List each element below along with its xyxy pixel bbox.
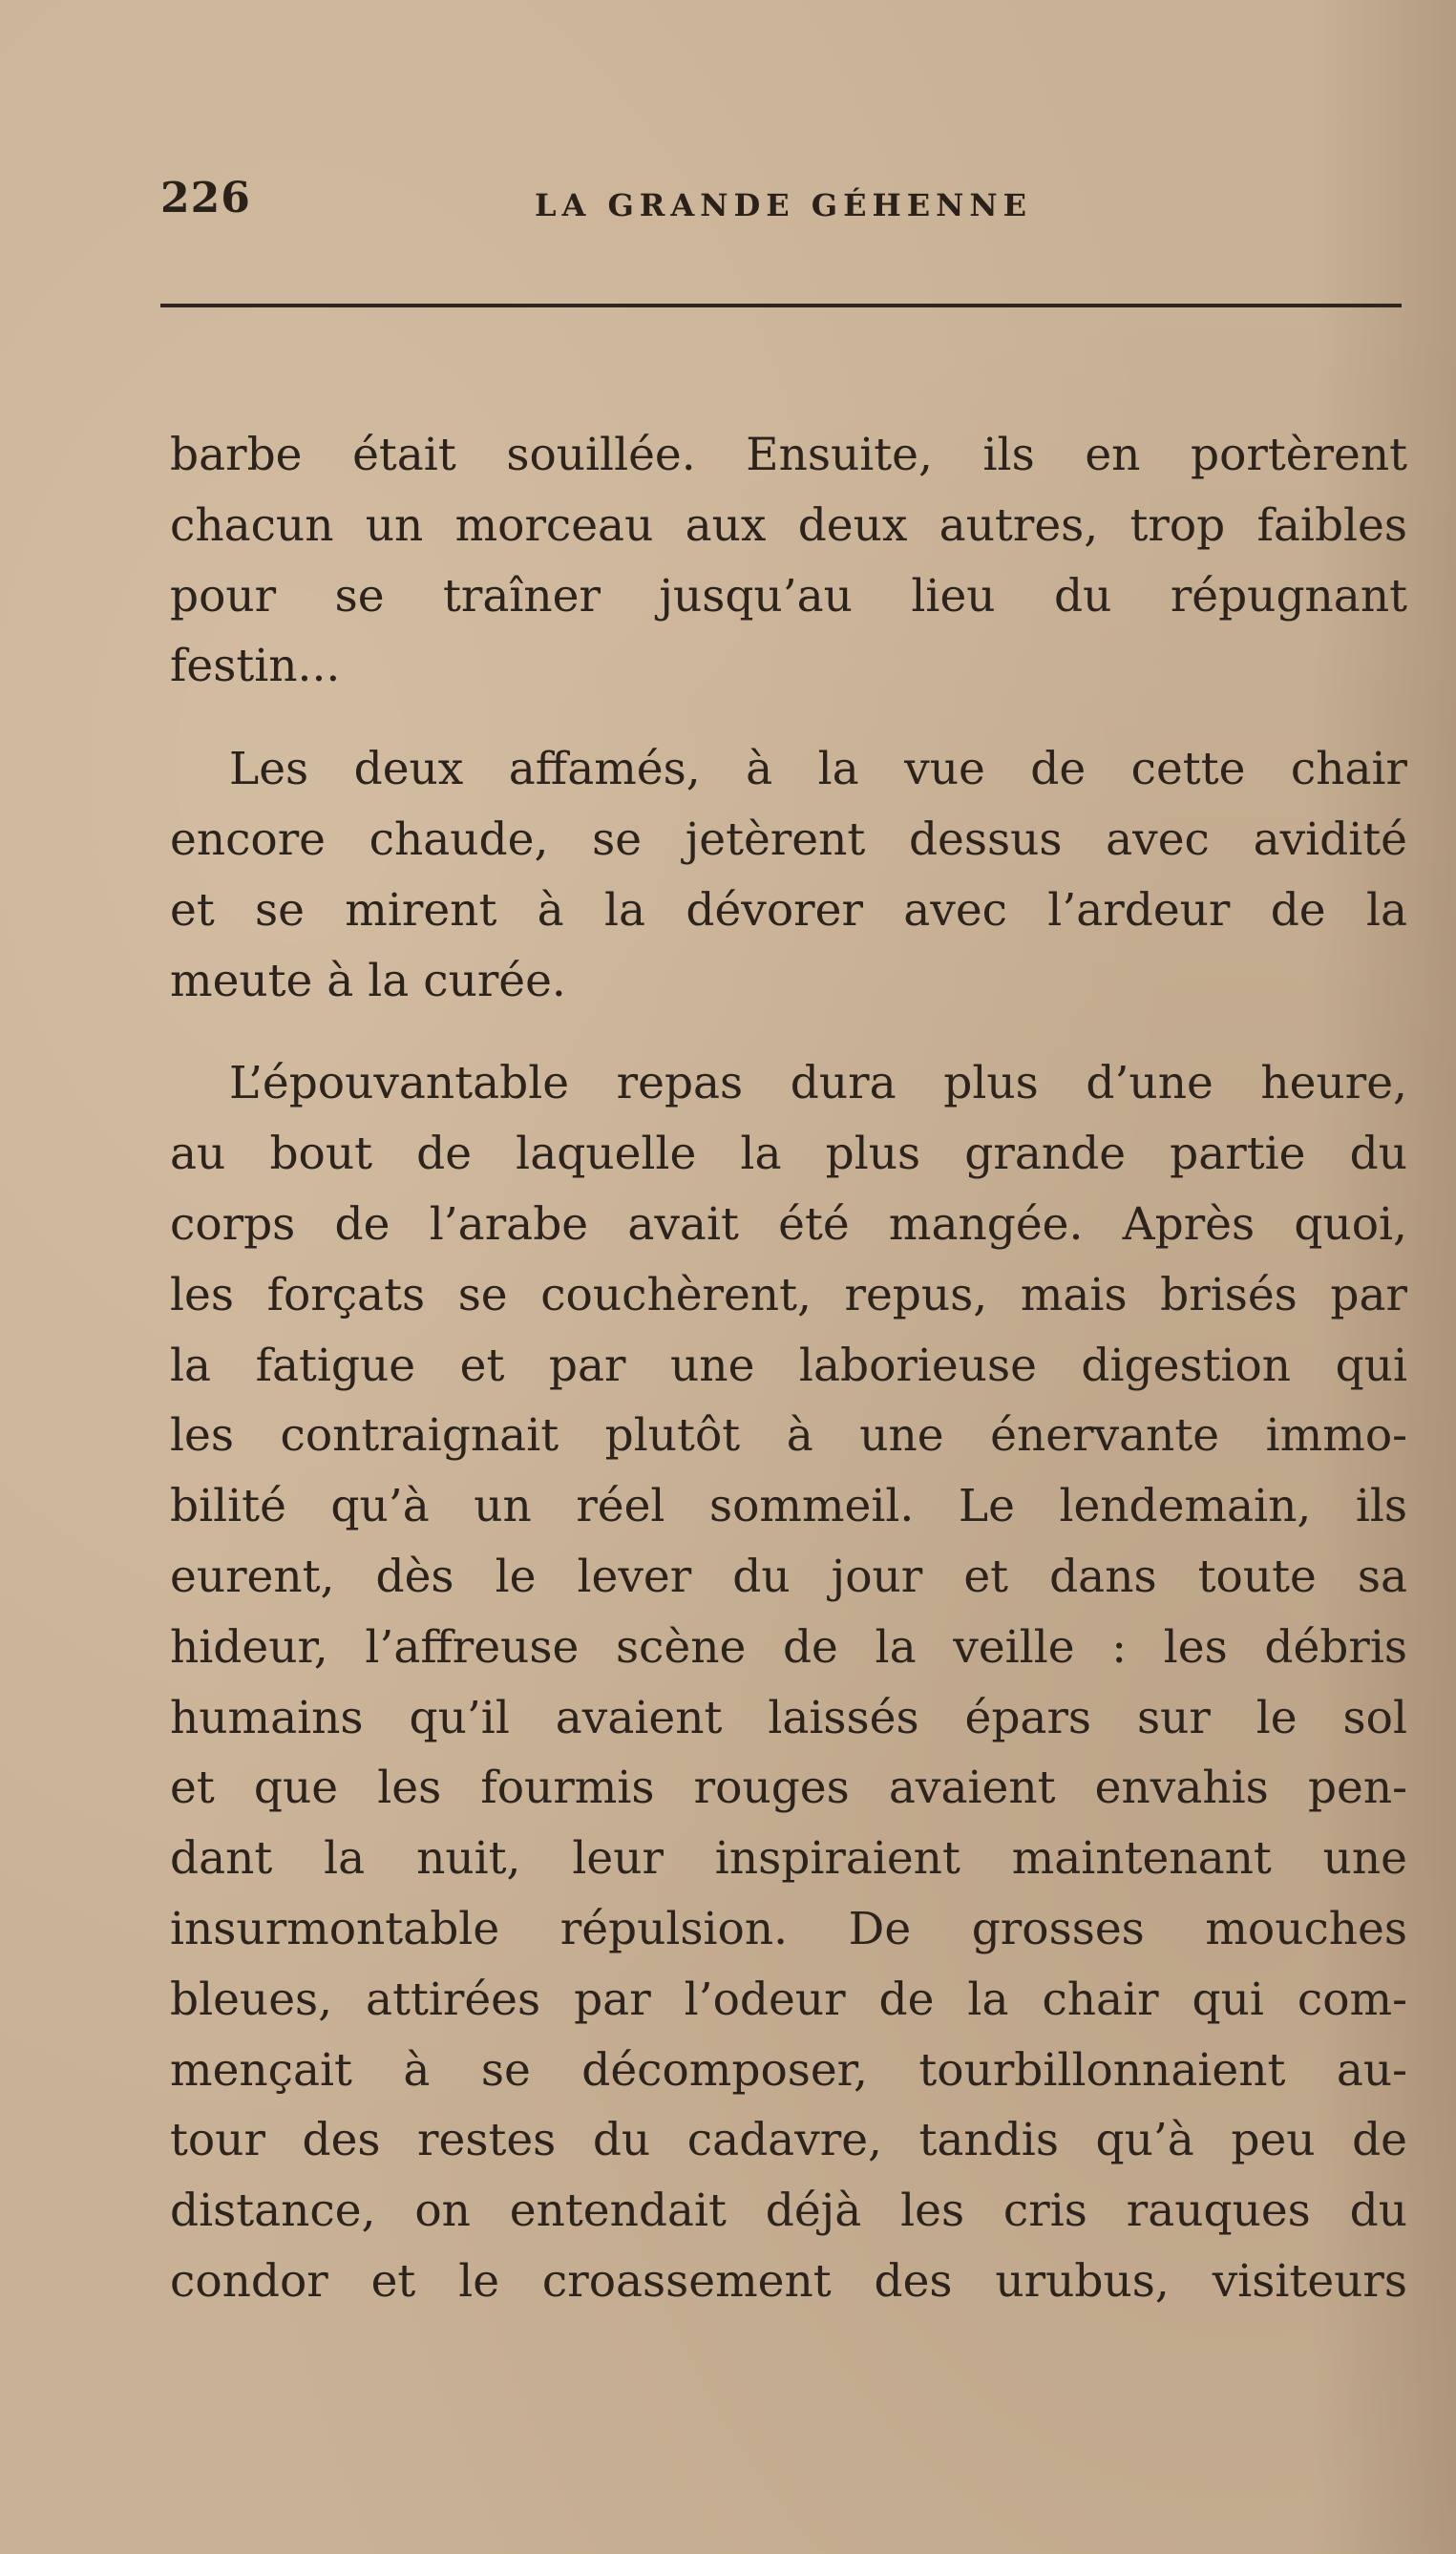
text-line: encore chaude, se jetèrent dessus avec avidité	[170, 813, 1407, 866]
running-header	[160, 174, 1402, 231]
text-line: et se mirent à la dévorer avec l’ardeur de la	[170, 883, 1407, 937]
text-line: barbe était souillée. Ensuite, ils en portèrent	[170, 429, 1407, 481]
paragraph-1	[170, 420, 1407, 702]
text-line: hideur, l’affreuse scène de la veille : les débris	[170, 1620, 1407, 1674]
text-line: pour se traîner jusqu’au lieu du répugnant	[170, 569, 1407, 623]
text-line: la fatigue et par une laborieuse digestion qui	[170, 1339, 1407, 1392]
text-line: eurent, dès le lever du jour et dans toute sa	[170, 1550, 1407, 1603]
text-line: distance, on entendait déjà les cris rauques du	[170, 2185, 1407, 2238]
text-line: humains qu’il avaient laissés épars sur le sol	[170, 1691, 1407, 1744]
text-line: L’épouvantable repas dura plus d’une heure,	[229, 1057, 1407, 1110]
body-text	[170, 420, 1407, 2350]
text-line: bilité qu’à un réel sommeil. Le lendemain, ils	[170, 1480, 1407, 1533]
text-line: mençait à se décomposer, tourbillonnaient au-	[170, 2043, 1407, 2097]
text-line: tour des restes du cadavre, tandis qu’à peu de	[170, 2114, 1407, 2167]
text-line: corps de l’arabe avait été mangée. Après quoi,	[170, 1197, 1407, 1251]
text-line: festin...	[170, 640, 341, 693]
text-line: condor et le croassement des urubus, visiteurs	[170, 2254, 1407, 2308]
paragraph-3	[170, 1048, 1407, 2316]
text-line: au bout de laquelle la plus grande partie du	[170, 1128, 1407, 1181]
text-line: les forçats se couchèrent, repus, mais brisés par	[170, 1268, 1407, 1321]
header-rule	[160, 304, 1402, 307]
text-line: et que les fourmis rouges avaient envahis pen-	[170, 1762, 1407, 1815]
text-line: bleues, attirées par l’odeur de la chair qui com-	[170, 1973, 1407, 2026]
text-line: les contraignait plutôt à une énervante immo-	[170, 1409, 1407, 1463]
text-line: insurmontable répulsion. De grosses mouches	[170, 1902, 1407, 1955]
book-title: LA GRANDE GÉHENNE	[535, 187, 1032, 223]
text-line: Les deux affamés, à la vue de cette chair	[229, 743, 1407, 796]
text-line: dant la nuit, leur inspiraient maintenant une	[170, 1832, 1407, 1886]
text-line: meute à la curée.	[170, 954, 566, 1007]
page-number: 226	[160, 174, 251, 222]
text-line: chacun un morceau aux deux autres, trop faibles	[170, 498, 1407, 552]
paragraph-2	[170, 734, 1407, 1016]
